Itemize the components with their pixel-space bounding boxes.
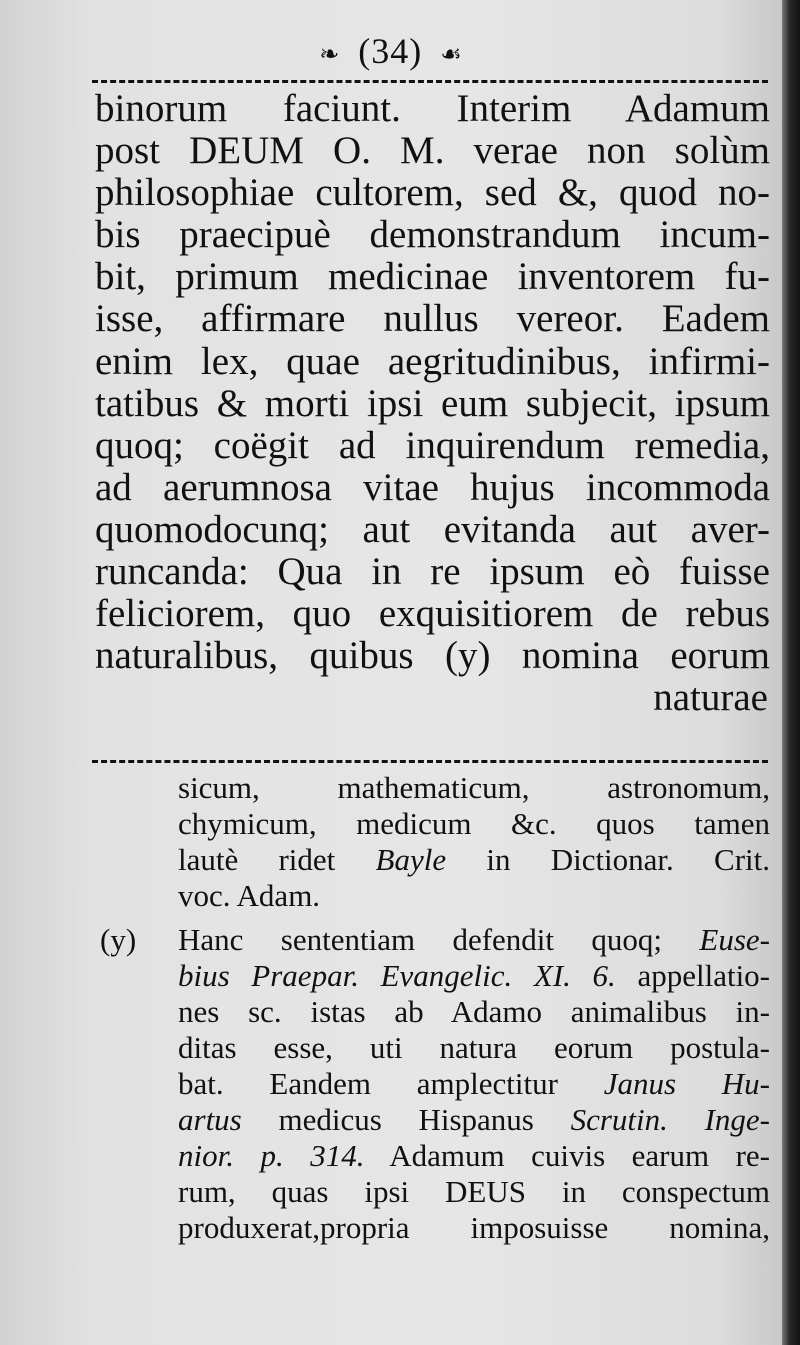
page-edge-shadow bbox=[782, 0, 800, 1345]
text-line: feliciorem, quo exquisitiorem de rebus bbox=[95, 592, 770, 636]
footnote-line: nior. p. 314. Adamum cuivis earum re- bbox=[178, 1138, 770, 1173]
text-line: runcanda: Qua in re ipsum eò fuisse bbox=[95, 550, 770, 594]
footnote-line: chymicum, medicum &c. quos tamen bbox=[178, 806, 770, 841]
text-line: quomodocunq; aut evitanda aut aver- bbox=[95, 507, 770, 551]
text-line: enim lex, quae aegritudinibus, infirmi- bbox=[95, 339, 770, 383]
footnote-line: rum, quas ipsi DEUS in conspectum bbox=[178, 1174, 770, 1209]
text-line: bis praecipuè demonstrandum incum- bbox=[95, 213, 770, 257]
footnote-line: voc. Adam. bbox=[178, 878, 321, 913]
footnote-line: lautè ridet Bayle in Dictionar. Crit. bbox=[178, 842, 771, 877]
page-header bbox=[0, 30, 782, 72]
footnote-line: bat. Eandem amplectitur Janus Hu- bbox=[178, 1066, 770, 1101]
footnote-line: produxerat,propria imposuisse nomina, bbox=[178, 1210, 770, 1245]
text-line: philosophiae cultorem, sed &, quod no- bbox=[95, 171, 770, 215]
catchword: naturae bbox=[653, 676, 768, 720]
ornament-right-icon: ☙ bbox=[440, 42, 463, 69]
ornament-left-icon: ❧ bbox=[319, 42, 341, 69]
footnote-line: nes sc. istas ab Adamo animalibus in- bbox=[178, 994, 770, 1029]
footnote-mark: (y) bbox=[100, 922, 137, 957]
footnote-line: ditas esse, uti natura eorum postula- bbox=[178, 1030, 770, 1065]
main-text bbox=[95, 88, 770, 719]
footnote-line: Hanc sententiam defendit quoq; Euse- bbox=[178, 922, 770, 957]
text-line: binorum faciunt. Interim Adamum bbox=[95, 87, 770, 130]
footnote-line: artus medicus Hispanus Scrutin. Inge- bbox=[178, 1102, 771, 1137]
text-line: quoq; coëgit ad inquirendum remedia, bbox=[95, 423, 770, 467]
footnotes bbox=[100, 770, 770, 1246]
page-number: (34) bbox=[358, 31, 423, 71]
text-line: bit, primum medicinae inventorem fu- bbox=[95, 255, 770, 299]
footnote-y bbox=[100, 922, 770, 1246]
text-line: isse, affirmare nullus vereor. Eadem bbox=[95, 297, 770, 341]
footnote-line: sicum, mathematicum, astronomum, bbox=[178, 770, 770, 805]
text-line: tatibus & morti ipsi eum subjecit, ipsum bbox=[95, 381, 770, 425]
footnote-line: bius Praepar. Evangelic. XI. 6. appellatio- bbox=[178, 958, 771, 993]
text-line: post DEUM O. M. verae non solùm bbox=[95, 129, 770, 173]
header-rule bbox=[92, 80, 768, 83]
text-line: ad aerumnosa vitae hujus incommoda bbox=[95, 465, 770, 509]
footnote-rule bbox=[92, 760, 768, 763]
text-line: naturalibus, quibus (y) nomina eorum bbox=[95, 634, 770, 678]
